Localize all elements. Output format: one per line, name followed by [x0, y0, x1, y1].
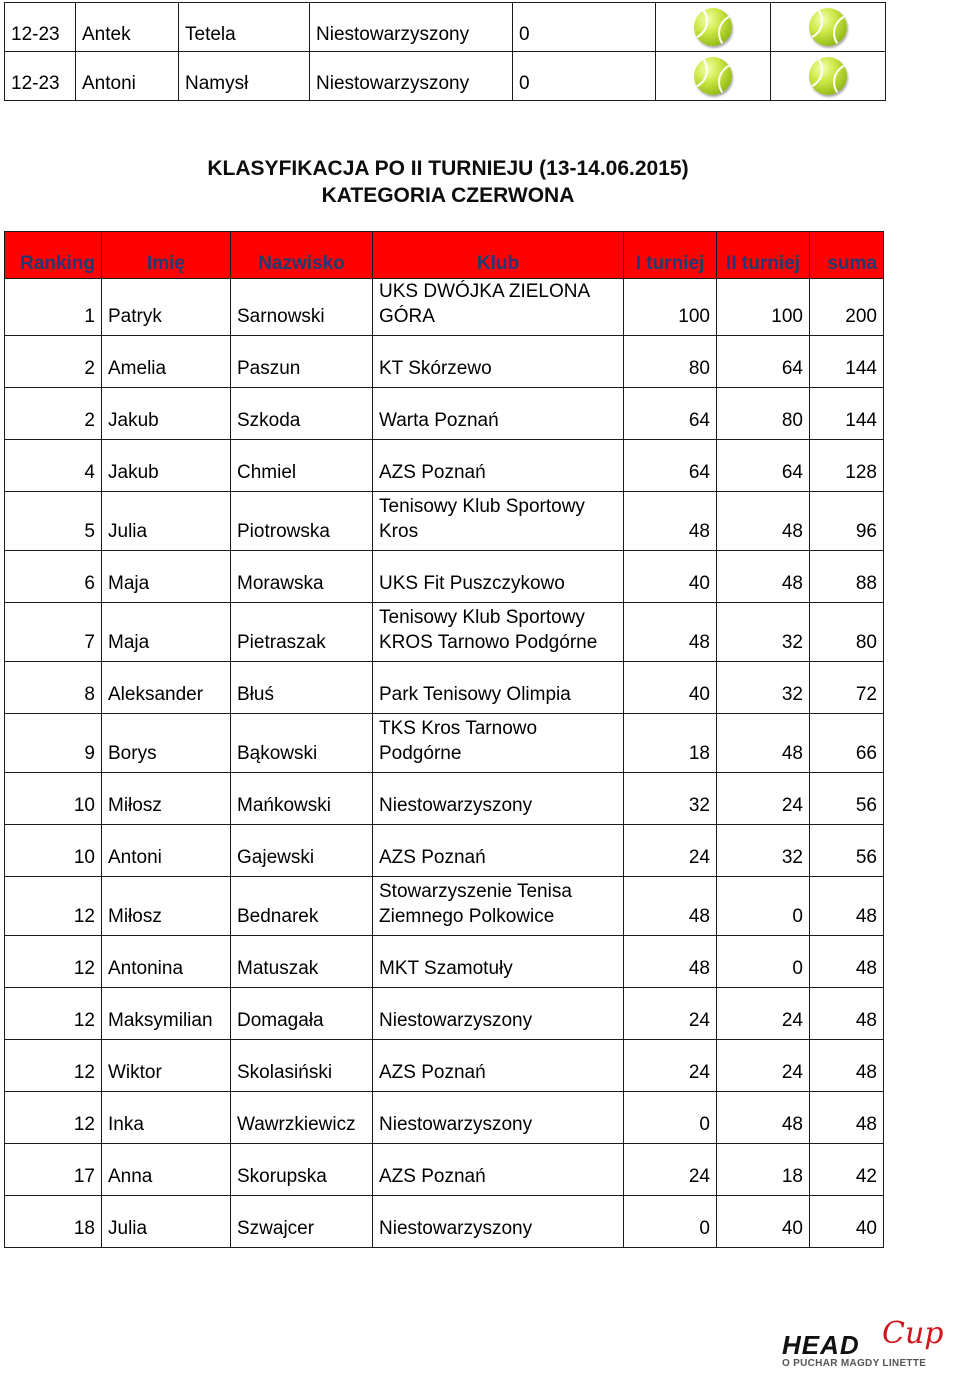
club-cell: Niestowarzyszony	[310, 52, 513, 101]
club-cell: UKS Fit Puszczykowo	[373, 551, 624, 603]
first-name-cell: Anna	[102, 1144, 231, 1196]
last-name-cell: Szkoda	[231, 388, 373, 440]
sum-cell: 48	[810, 1040, 884, 1092]
table-row	[5, 877, 884, 936]
rank-cell: 12	[5, 1040, 102, 1092]
rank-cell: 12-23	[5, 3, 76, 52]
tournament-1-cell: 64	[624, 440, 717, 492]
club-cell: Tenisowy Klub Sportowy KROS Tarnowo Podgórne	[373, 603, 624, 662]
tournament-1-cell: 40	[624, 551, 717, 603]
last-name-cell: Paszun	[231, 336, 373, 388]
club-cell: Niestowarzyszony	[373, 773, 624, 825]
first-name-cell: Julia	[102, 492, 231, 551]
rank-cell: 12	[5, 988, 102, 1040]
tournament-2-cell: 48	[717, 551, 810, 603]
rank-cell: 18	[5, 1196, 102, 1248]
ball-cell	[771, 3, 886, 52]
rank-cell: 2	[5, 388, 102, 440]
ball-cell	[771, 52, 886, 101]
tournament-2-cell: 100	[717, 279, 810, 336]
table-row	[5, 825, 884, 877]
club-cell: Warta Poznań	[373, 388, 624, 440]
table-row	[5, 603, 884, 662]
tournament-1-cell: 0	[624, 1092, 717, 1144]
rank-cell: 7	[5, 603, 102, 662]
tournament-1-cell: 48	[624, 603, 717, 662]
header-ranking: Ranking	[5, 232, 102, 279]
table-row	[5, 988, 884, 1040]
last-name-cell: Tetela	[179, 3, 310, 52]
tournament-1-cell: 24	[624, 988, 717, 1040]
rank-cell: 10	[5, 773, 102, 825]
tournament-1-cell: 64	[624, 388, 717, 440]
first-name-cell: Miłosz	[102, 773, 231, 825]
tennis-ball-icon	[694, 8, 732, 46]
table-row	[5, 279, 884, 336]
rank-cell: 12-23	[5, 52, 76, 101]
tournament-2-cell: 24	[717, 773, 810, 825]
last-name-cell: Bąkowski	[231, 714, 373, 773]
rank-cell: 8	[5, 662, 102, 714]
score-cell: 0	[513, 3, 656, 52]
sum-cell: 144	[810, 336, 884, 388]
last-name-cell: Gajewski	[231, 825, 373, 877]
table-header-row	[5, 232, 884, 279]
last-name-cell: Chmiel	[231, 440, 373, 492]
header-first-name: Imię	[102, 232, 231, 279]
first-name-cell: Julia	[102, 1196, 231, 1248]
tournament-1-cell: 40	[624, 662, 717, 714]
tennis-ball-icon	[694, 57, 732, 95]
tournament-1-cell: 0	[624, 1196, 717, 1248]
sum-cell: 48	[810, 877, 884, 936]
last-name-cell: Matuszak	[231, 936, 373, 988]
club-cell: TKS Kros Tarnowo Podgórne	[373, 714, 624, 773]
rank-cell: 12	[5, 877, 102, 936]
ranking-table	[4, 231, 884, 1248]
sum-cell: 96	[810, 492, 884, 551]
club-cell: AZS Poznań	[373, 1144, 624, 1196]
first-name-cell: Maja	[102, 551, 231, 603]
table-row	[5, 1092, 884, 1144]
last-name-cell: Szwajcer	[231, 1196, 373, 1248]
table-row	[5, 1144, 884, 1196]
last-name-cell: Domagała	[231, 988, 373, 1040]
sum-cell: 128	[810, 440, 884, 492]
first-name-cell: Borys	[102, 714, 231, 773]
logo-brand: HEAD	[782, 1330, 860, 1360]
first-name-cell: Antonina	[102, 936, 231, 988]
score-cell: 0	[513, 52, 656, 101]
tournament-1-cell: 48	[624, 877, 717, 936]
tournament-1-cell: 48	[624, 936, 717, 988]
first-name-cell: Patryk	[102, 279, 231, 336]
table-row	[5, 1040, 884, 1092]
table-row	[5, 662, 884, 714]
rank-cell: 12	[5, 936, 102, 988]
table-row	[5, 551, 884, 603]
first-name-cell: Antek	[76, 3, 179, 52]
head-cup-logo	[782, 1316, 952, 1372]
tournament-2-cell: 64	[717, 336, 810, 388]
club-cell: Tenisowy Klub Sportowy Kros	[373, 492, 624, 551]
sum-cell: 66	[810, 714, 884, 773]
first-name-cell: Maksymilian	[102, 988, 231, 1040]
first-name-cell: Miłosz	[102, 877, 231, 936]
club-cell: Niestowarzyszony	[310, 3, 513, 52]
club-cell: AZS Poznań	[373, 1040, 624, 1092]
classification-title: KLASYFIKACJA PO II TURNIEJU (13-14.06.2015)	[207, 157, 689, 180]
club-cell: KT Skórzewo	[373, 336, 624, 388]
last-name-cell: Piotrowska	[231, 492, 373, 551]
first-name-cell: Aleksander	[102, 662, 231, 714]
first-name-cell: Inka	[102, 1092, 231, 1144]
tournament-2-cell: 40	[717, 1196, 810, 1248]
tournament-1-cell: 80	[624, 336, 717, 388]
rank-cell: 4	[5, 440, 102, 492]
rank-cell: 5	[5, 492, 102, 551]
club-cell: UKS DWÓJKA ZIELONA GÓRA	[373, 279, 624, 336]
table-row	[5, 936, 884, 988]
tournament-2-cell: 32	[717, 662, 810, 714]
table-row	[5, 3, 886, 52]
category-title: KATEGORIA CZERWONA	[321, 184, 575, 207]
club-cell: MKT Szamotuły	[373, 936, 624, 988]
first-name-cell: Jakub	[102, 440, 231, 492]
header-tournament-1: I turniej	[624, 232, 717, 279]
first-name-cell: Maja	[102, 603, 231, 662]
table-row	[5, 773, 884, 825]
rank-cell: 10	[5, 825, 102, 877]
club-cell: Park Tenisowy Olimpia	[373, 662, 624, 714]
club-cell: AZS Poznań	[373, 440, 624, 492]
logo-cup: Cup	[882, 1316, 944, 1351]
club-cell: Niestowarzyszony	[373, 988, 624, 1040]
tournament-2-cell: 48	[717, 492, 810, 551]
tournament-2-cell: 48	[717, 1092, 810, 1144]
tournament-1-cell: 100	[624, 279, 717, 336]
table-row	[5, 388, 884, 440]
tennis-ball-icon	[809, 57, 847, 95]
tournament-2-cell: 24	[717, 1040, 810, 1092]
rank-cell: 2	[5, 336, 102, 388]
tournament-1-cell: 32	[624, 773, 717, 825]
header-tournament-2: II turniej	[717, 232, 810, 279]
last-name-cell: Skolasiński	[231, 1040, 373, 1092]
sum-cell: 56	[810, 825, 884, 877]
last-name-cell: Pietraszak	[231, 603, 373, 662]
sum-cell: 42	[810, 1144, 884, 1196]
tournament-2-cell: 18	[717, 1144, 810, 1196]
rank-cell: 12	[5, 1092, 102, 1144]
table-row	[5, 52, 886, 101]
logo-tagline: O PUCHAR MAGDY LINETTE	[782, 1358, 927, 1369]
tournament-1-cell: 24	[624, 825, 717, 877]
last-name-cell: Skorupska	[231, 1144, 373, 1196]
sum-cell: 88	[810, 551, 884, 603]
club-cell: Stowarzyszenie Tenisa Ziemnego Polkowice	[373, 877, 624, 936]
club-cell: Niestowarzyszony	[373, 1092, 624, 1144]
tournament-1-cell: 24	[624, 1144, 717, 1196]
table-row	[5, 440, 884, 492]
ball-cell	[656, 52, 771, 101]
sum-cell: 72	[810, 662, 884, 714]
tournament-2-cell: 48	[717, 714, 810, 773]
table-row	[5, 492, 884, 551]
ball-cell	[656, 3, 771, 52]
sum-cell: 80	[810, 603, 884, 662]
header-club: Klub	[373, 232, 624, 279]
sum-cell: 40	[810, 1196, 884, 1248]
sum-cell: 144	[810, 388, 884, 440]
rank-cell: 6	[5, 551, 102, 603]
club-cell: AZS Poznań	[373, 825, 624, 877]
table-row	[5, 336, 884, 388]
club-cell: Niestowarzyszony	[373, 1196, 624, 1248]
tennis-ball-icon	[809, 8, 847, 46]
last-name-cell: Namysł	[179, 52, 310, 101]
first-name-cell: Wiktor	[102, 1040, 231, 1092]
rank-cell: 1	[5, 279, 102, 336]
last-name-cell: Morawska	[231, 551, 373, 603]
sum-cell: 48	[810, 936, 884, 988]
sum-cell: 48	[810, 988, 884, 1040]
last-name-cell: Mańkowski	[231, 773, 373, 825]
sum-cell: 48	[810, 1092, 884, 1144]
tournament-2-cell: 64	[717, 440, 810, 492]
tournament-2-cell: 24	[717, 988, 810, 1040]
table-row	[5, 714, 884, 773]
header-sum: suma	[810, 232, 884, 279]
last-name-cell: Błuś	[231, 662, 373, 714]
first-name-cell: Amelia	[102, 336, 231, 388]
tournament-2-cell: 32	[717, 825, 810, 877]
first-name-cell: Antoni	[76, 52, 179, 101]
previous-page-table	[4, 2, 886, 101]
tournament-2-cell: 0	[717, 877, 810, 936]
last-name-cell: Wawrzkiewicz	[231, 1092, 373, 1144]
sum-cell: 56	[810, 773, 884, 825]
first-name-cell: Antoni	[102, 825, 231, 877]
table-row	[5, 1196, 884, 1248]
tournament-1-cell: 24	[624, 1040, 717, 1092]
rank-cell: 9	[5, 714, 102, 773]
tournament-2-cell: 80	[717, 388, 810, 440]
header-last-name: Nazwisko	[231, 232, 373, 279]
tournament-2-cell: 32	[717, 603, 810, 662]
sum-cell: 200	[810, 279, 884, 336]
last-name-cell: Sarnowski	[231, 279, 373, 336]
tournament-1-cell: 18	[624, 714, 717, 773]
rank-cell: 17	[5, 1144, 102, 1196]
last-name-cell: Bednarek	[231, 877, 373, 936]
tournament-2-cell: 0	[717, 936, 810, 988]
first-name-cell: Jakub	[102, 388, 231, 440]
tournament-1-cell: 48	[624, 492, 717, 551]
